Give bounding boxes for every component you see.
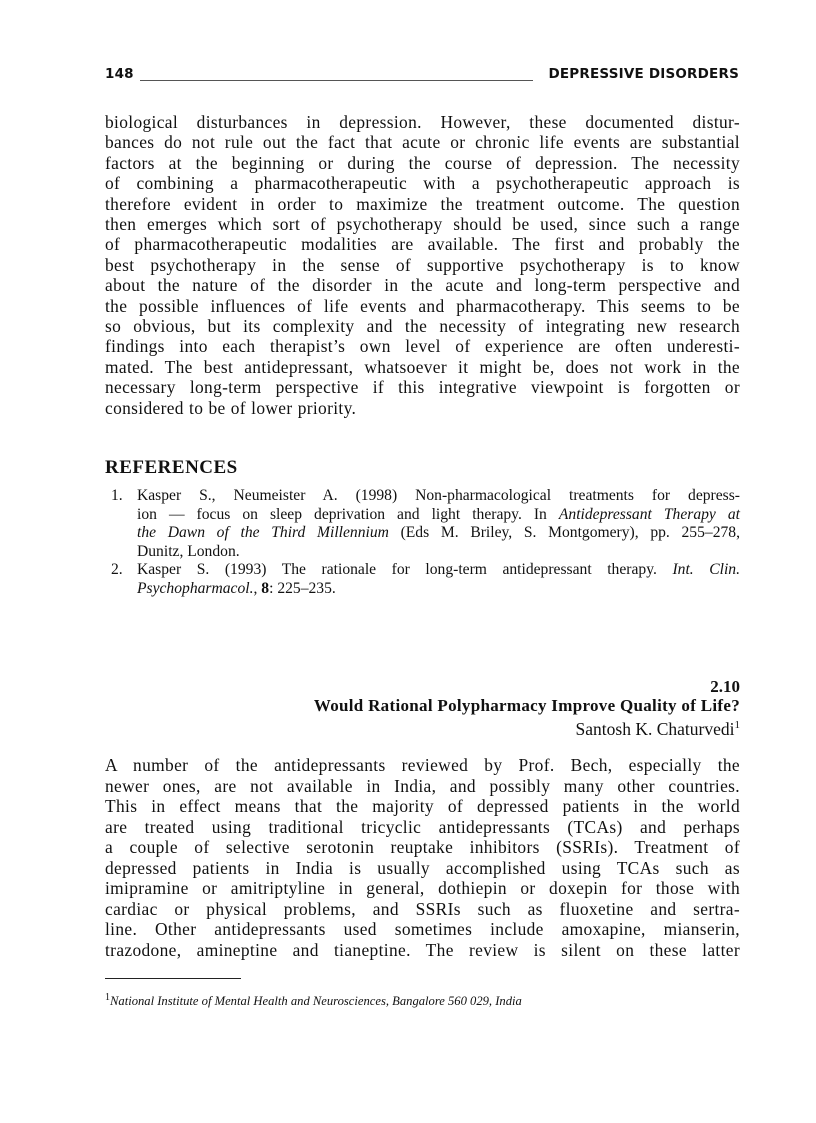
- reference-segment: the Dawn of the Third Millennium: [137, 524, 389, 541]
- reference-line: [137, 580, 740, 598]
- text-line: so obvious, but its complexity and the necessity of integrating new research: [105, 316, 740, 336]
- reference-segment: ,: [253, 579, 262, 597]
- text-line: necessary long-term perspective if this integrative viewpoint is forgotten or: [105, 377, 740, 398]
- text-line: imipramine or amitriptyline in general, dothiepin or doxepin for those with: [105, 878, 740, 898]
- header-rule: [140, 80, 533, 81]
- running-title: DEPRESSIVE DISORDERS: [548, 66, 739, 82]
- text-line: of combining a pharmacotherapeutic with a psychotherapeutic approach is: [105, 173, 740, 194]
- reference-segment: Psychopharmacol.: [137, 579, 254, 597]
- footnote: [105, 992, 522, 1009]
- footnote-text: National Institute of Mental Health and Neurosciences, Bangalore 560 029, India: [110, 994, 522, 1009]
- text-line: mated. The best antidepressant, whatsoever it might be, does not work in the: [105, 356, 740, 377]
- footnote-mark: 1: [105, 992, 110, 1003]
- section-number: 2.10: [710, 677, 740, 696]
- reference-number: 2.: [111, 561, 123, 578]
- text-line: are treated using traditional tricyclic antidepressants (TCAs) and perhaps: [105, 816, 740, 837]
- reference-line: [137, 524, 740, 542]
- text-line: about the nature of the disorder in the acute and long-term perspective and: [105, 275, 740, 296]
- author-name: Santosh K. Chaturvedi: [575, 719, 735, 739]
- text-line: newer ones, are not available in India, and possibly many other countries.: [105, 775, 740, 796]
- text-line: line. Other antidepressants used sometimes include amoxapine, mianserin,: [105, 919, 740, 939]
- text-line: A number of the antidepressants reviewed by Prof. Bech, especially the: [105, 755, 740, 775]
- reference-segment: Int. Clin.: [672, 561, 741, 578]
- text-line: trazodone, amineptine and tianeptine. The review is silent on these latter: [105, 939, 740, 960]
- reference-segment: Kasper S., Neumeister A. (1998) Non-pharmacological treatments for depress-: [137, 487, 740, 504]
- reference-segment: Dunitz, London.: [137, 542, 240, 560]
- reference-line: [137, 543, 740, 561]
- text-line: findings into each therapist’s own level of experience are often underesti-: [105, 336, 740, 357]
- reference-segment: (Eds M. Briley, S. Montgomery), pp. 255–278,: [388, 524, 740, 541]
- text-line: of pharmacotherapeutic modalities are available. The first and probably the: [105, 234, 740, 255]
- author-footnote-mark: 1: [734, 719, 740, 732]
- section-title: Would Rational Polypharmacy Improve Quality of Life?: [313, 696, 740, 715]
- references-heading: REFERENCES: [105, 457, 238, 478]
- text-line: This in effect means that the majority of depressed patients in the world: [105, 796, 740, 816]
- text-line: bances do not rule out the fact that acute or chronic life events are substantial: [105, 132, 740, 153]
- text-line: cardiac or physical problems, and SSRIs such as fluoxetine and sertra-: [105, 898, 740, 919]
- text-line: the possible influences of life events and pharmacotherapy. This seems to be: [105, 295, 740, 316]
- text-line: considered to be of lower priority.: [105, 397, 357, 418]
- reference-line: [137, 561, 740, 579]
- reference-segment: 8: [261, 579, 270, 597]
- reference-line: [137, 506, 740, 524]
- reference-segment: Antidepressant Therapy at: [558, 505, 740, 523]
- reference-segment: ion — focus on sleep deprivation and light therapy. In: [137, 505, 559, 523]
- text-line: biological disturbances in depression. However, these documented distur-: [105, 112, 740, 132]
- page-number: 148: [105, 66, 134, 82]
- footnote-rule: [105, 978, 241, 979]
- text-line: best psychotherapy in the sense of supportive psychotherapy is to know: [105, 254, 740, 275]
- section-author: [576, 719, 740, 740]
- reference-segment: : 225–235.: [269, 579, 336, 597]
- text-line: therefore evident in order to maximize the treatment outcome. The question: [105, 193, 740, 214]
- text-line: then emerges which sort of psychotherapy should be used, since such a range: [105, 214, 740, 234]
- text-line: factors at the beginning or during the course of depression. The necessity: [105, 152, 740, 173]
- text-line: a couple of selective serotonin reuptake inhibitors (SSRIs). Treatment of: [105, 837, 740, 857]
- reference-line: [137, 487, 740, 505]
- reference-number: 1.: [111, 487, 123, 504]
- text-line: depressed patients in India is usually accomplished using TCAs such as: [105, 857, 740, 878]
- reference-segment: Kasper S. (1993) The rationale for long-term antidepressant therapy.: [137, 561, 673, 578]
